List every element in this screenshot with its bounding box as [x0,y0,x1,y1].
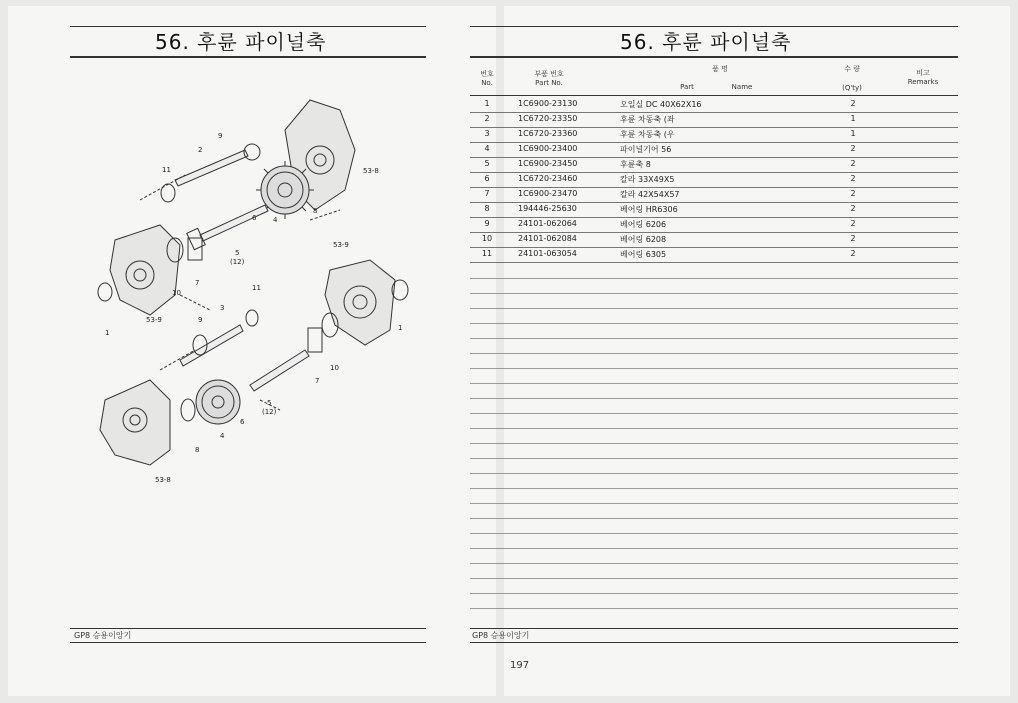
callout-7-top: 7 [195,279,200,287]
callout-9-bottom: 9 [198,316,203,324]
header-qty-ko: 수 량 [844,65,860,73]
table-row [470,142,958,158]
header-name-part: Part [680,83,694,91]
footer-rule-left-bottom [70,642,426,643]
cell-part-name: 베어링 6206 [620,220,667,229]
page-number: 197 [510,660,530,671]
table-line [470,533,958,534]
table-line [470,458,958,459]
table-line [470,608,958,609]
cell-no: 10 [481,234,493,243]
callout-53-9-a: 53-9 [333,241,349,249]
callout-2: 2 [198,146,203,154]
cell-part-name: 오일실 DC 40X62X16 [620,100,702,109]
table-line [470,548,958,549]
callout-8-top: 8 [313,207,318,215]
title-bottom-rule-right [470,56,958,58]
cell-no: 6 [484,174,490,183]
table-line [470,443,958,444]
footer-rule-right-top [470,628,958,629]
table-line [470,353,958,354]
table-row [470,97,958,113]
cell-no: 9 [484,219,490,228]
title-bottom-rule [70,56,426,58]
cell-qty: 2 [850,219,856,228]
table-line [470,428,958,429]
cell-part-no: 1C6720-23360 [518,129,578,138]
cell-no: 11 [481,249,493,258]
cell-qty: 2 [850,234,856,243]
callout-53-8-bottom: 53-8 [155,476,171,484]
cell-part-name: 칼라 33X49X5 [620,175,675,184]
table-line [470,518,958,519]
callout-5-top: 5 [235,249,240,257]
table-row [470,187,958,203]
table-line [470,578,958,579]
cell-no: 1 [484,99,490,108]
cell-part-name: 칼라 42X54X57 [620,190,680,199]
footer-left: GP8 승용이앙기 [74,631,132,640]
callout-11-top: 11 [162,166,171,174]
cell-part-name: 베어링 HR6306 [620,205,678,214]
cell-part-no: 194446-25630 [518,204,577,213]
callout-3: 3 [220,304,225,312]
table-line [470,563,958,564]
callout-53-8-top: 53-8 [363,167,379,175]
table-row [470,157,958,173]
header-rule [470,95,958,96]
footer-right: GP8 승용이앙기 [472,631,530,640]
cell-qty: 2 [850,189,856,198]
header-name-name: Name [731,83,753,91]
header-name-ko: 품 명 [712,65,728,73]
table-line [470,323,958,324]
cell-part-no: 1C6720-23460 [518,174,578,183]
callout-8-bottom: 8 [195,446,200,454]
callout-6-bottom: 6 [240,418,245,426]
callout-53-9-b: 53-9 [146,316,162,324]
callout-6-top: 6 [252,214,257,222]
footer-rule-right-bottom [470,642,958,643]
cell-part-no: 1C6900-23450 [518,159,578,168]
cell-part-name: 베어링 6208 [620,235,667,244]
cell-part-name: 후륜축 8 [620,160,651,169]
callout-4-bottom: 4 [220,432,225,440]
table-row [470,217,958,233]
cell-part-no: 24101-063054 [518,249,577,258]
header-no-en: No. [481,79,493,87]
cell-qty: 2 [850,204,856,213]
page-title-right: 56. 후륜 파이널축 [620,30,792,54]
cell-part-name: 후륜 차동축 (좌 [620,115,675,124]
cell-part-no: 1C6900-23130 [518,99,578,108]
footer-rule-left-top [70,628,426,629]
table-row [470,127,958,143]
cell-qty: 2 [850,249,856,258]
callout-10-bottom: 10 [330,364,339,372]
cell-qty: 2 [850,144,856,153]
cell-qty: 2 [850,99,856,108]
table-line [470,368,958,369]
cell-no: 3 [484,129,490,138]
callout-1-top: 1 [105,329,110,337]
header-part-en: Part No. [535,79,563,87]
page-title-left: 56. 후륜 파이널축 [155,30,327,54]
cell-part-no: 24101-062084 [518,234,577,243]
header-qty-en: (Q'ty) [842,84,862,92]
table-line [470,293,958,294]
callout-10-top: 10 [172,289,181,297]
table-line [470,593,958,594]
cell-part-no: 1C6900-23400 [518,144,578,153]
cell-no: 8 [484,204,490,213]
table-line [470,503,958,504]
callout-1-bottom: 1 [398,324,403,332]
header-no-ko: 번호 [480,70,494,78]
table-row [470,247,958,263]
table-row [470,232,958,248]
callout-11-bottom: 11 [252,284,261,292]
cell-part-name: 베어링 6305 [620,250,667,259]
cell-qty: 2 [850,174,856,183]
table-line [470,308,958,309]
cell-part-no: 1C6720-23350 [518,114,578,123]
cell-qty: 1 [850,114,856,123]
table-line [470,383,958,384]
cell-no: 5 [484,159,490,168]
cell-no: 7 [484,189,490,198]
table-line [470,473,958,474]
callout-12-top: (12) [230,258,245,266]
exploded-parts-diagram [80,80,500,600]
header-part-ko: 부품 번호 [534,70,564,78]
cell-qty: 2 [850,159,856,168]
cell-part-name: 후륜 차동축 (우 [620,130,675,139]
callout-12-bottom: (12) [262,408,277,416]
table-row [470,112,958,128]
cell-part-no: 24101-062064 [518,219,577,228]
cell-no: 4 [484,144,490,153]
table-line [470,278,958,279]
callout-5-bottom: 5 [267,399,272,407]
cell-part-name: 파이널기어 56 [620,145,672,154]
table-line [470,488,958,489]
table-row [470,202,958,218]
callout-9-top: 9 [218,132,223,140]
table-line [470,338,958,339]
cell-qty: 1 [850,129,856,138]
callout-4-top: 4 [273,216,278,224]
table-line [470,413,958,414]
header-remarks-ko: 비고 [916,69,930,77]
table-row [470,172,958,188]
gear-bottom [196,380,240,424]
callout-7-bottom: 7 [315,377,320,385]
cell-part-no: 1C6900-23470 [518,189,578,198]
header-remarks-en: Remarks [907,78,939,86]
table-line [470,398,958,399]
cell-no: 2 [484,114,490,123]
